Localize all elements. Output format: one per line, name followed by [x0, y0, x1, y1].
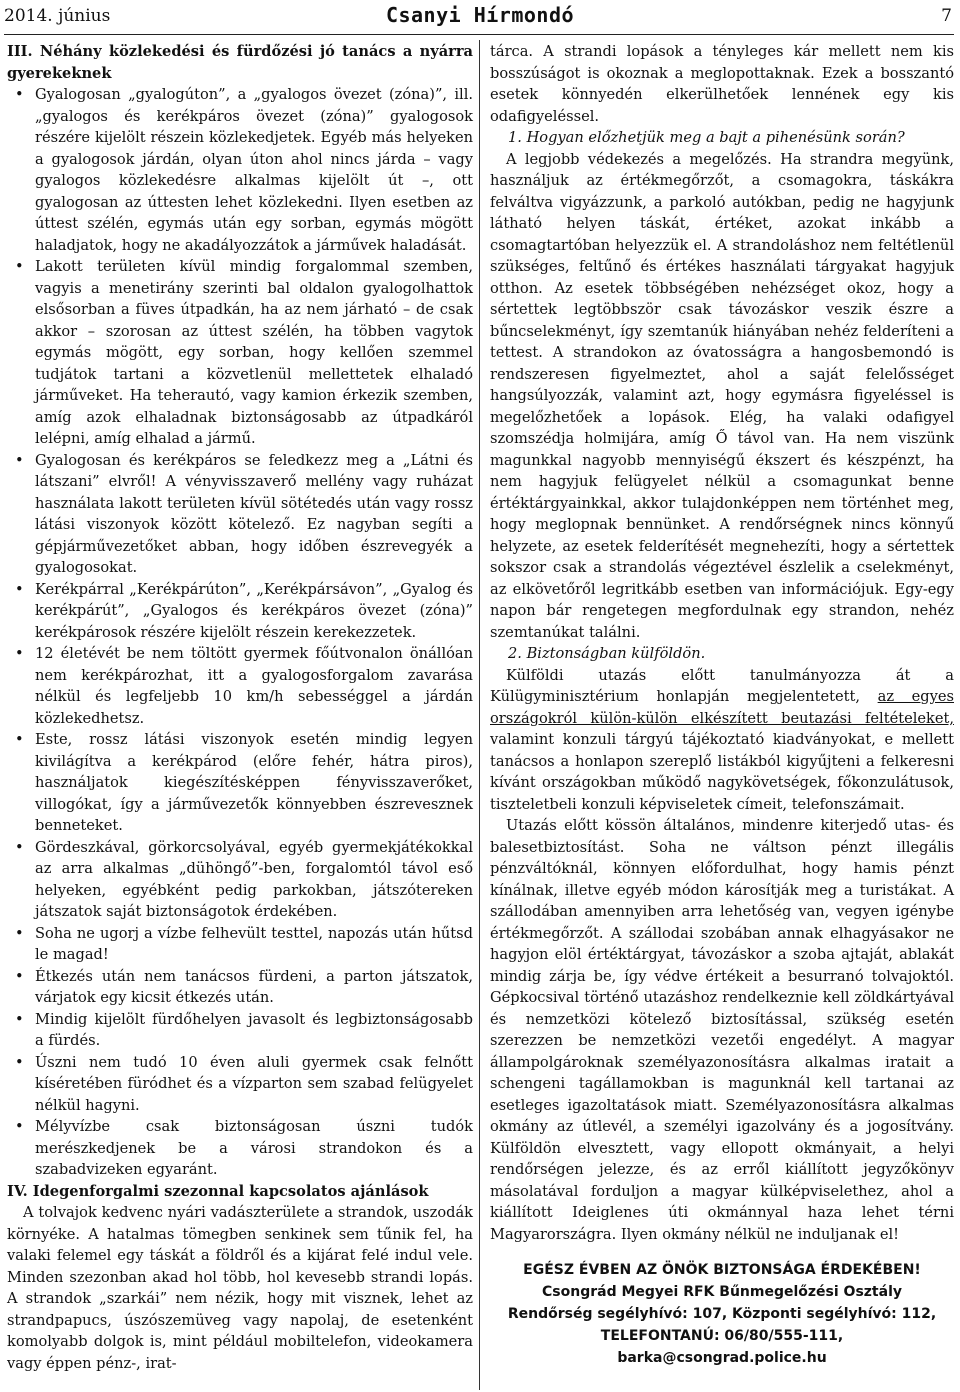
list-item — [7, 84, 473, 256]
list-item-text: Gyalogosan „gyalogúton”, a „gyalogos övezet (zóna)”, ill. „gyalogos és kerékpáros övezet (zóna)” gyalogosok részére kijelölt részein közlekedjetek. Egyéb más helyeken a gyalogosok járdán, olyan úton ahol nincs járda – vagy gyalogos közlekedésre alkalmas kijelölt út –, ott gyalogosan az úttesten lehet közlekedni. Ilyen esetben az úttest szélén, egymás után egy sorban, egymás mögött haladjatok, hogy ne akadályozzátok a járművek haladását. — [35, 86, 473, 254]
section-3-title: III. Néhány közlekedési és fürdőzési jó tanács a nyárra gyerekeknek — [7, 43, 473, 82]
list-item — [7, 1116, 473, 1181]
bullet-icon: • — [15, 924, 24, 942]
subheading-2: 2. Biztonságban külföldön. — [508, 645, 706, 662]
bullet-icon: • — [15, 451, 24, 469]
list-item-text: Este, rossz látási viszonyok esetén mindig legyen kivilágítva a kerékpárod (előre fehér, hátra piros), használjatok kiegészítésképpen fényvisszaverőket, villogókat, így a járművezetők könnyebben észrevesznek benneteket. — [35, 731, 473, 834]
paragraph: Utazás előtt kössön általános, mindenre kiterjedő utas- és balesetbiztosítást. Soha ne váltson pénzt illegális pénzváltóknál, könnyen előfordulhat, hogy hamis pénzt kínálnak, illetve egyéb módon károsítják meg a turistákat. A szállodában amennyiben arra lehetőség van, vegyen igénybe értékmegőrzőt. A szállodai szobában annak elhagyásakor ne hagyjon elöl értéktárgyat, távozáskor a szoba ajtaját, ablakát mindig zárja be, így védve értékeit a besurranó tolvajoktól. Gépkocsival történő utazáshoz rendelkeznie kell zöldkártyával és nemzetközi kötelező biztosítással, szükség esetén szerezzen be nemzetközi vezetői engedélyt. A magyar állampolgároknak személyazonosításra alkalmas iratait a schengeni tagállamokban is magunknál kell tartanai az esetleges igazoltatások miatt. Személyazonosításra alkalmas okmány az útlevél, a személyi igazolvány és a jogosítvány. Külföldön elvesztett, vagy ellopott okmányait, a helyi rendőrségen jelezze, és az erről kiállított jegyzőkönyv másolatával forduljon a magyar külképviselethez, ahol a kiállított Ideiglenes úti okmánnyal haza lehet térni Magyarországra. Ilyen okmány nélkül ne induljanak el! — [490, 817, 954, 1243]
list-item — [7, 450, 473, 579]
paragraph-text: valamint konzuli tárgyú tájékoztató kiadványokat, e mellett tanácsos a honlapon szereplő listákból kigyűjteni a felkeresni kívánt országokban működő nagykövetségek, főkonzulátusok, tiszteletbeli konzuli képviseletek címeit, telefonszámait. — [490, 731, 954, 813]
bullet-icon: • — [15, 1053, 24, 1071]
issue-date: 2014. június — [4, 6, 111, 26]
left-column — [7, 41, 473, 1374]
list-item — [7, 923, 473, 966]
bullet-icon: • — [15, 731, 24, 748]
paragraph — [490, 665, 954, 816]
paragraph: tárca. A strandi lopások a tényleges kár mellett nem kis bosszúságot is okoznak a meglopottaknak. Ezek a bosszantó esetek könnyedén elkerülhetőek lennének egy kis odafigyeléssel. — [490, 43, 954, 125]
header-rule — [4, 34, 954, 35]
bullet-icon: • — [15, 838, 24, 856]
list-item — [7, 579, 473, 644]
bullet-icon: • — [15, 967, 24, 985]
list-item-text: Úszni nem tudó 10 éven aluli gyermek csak felnőtt kíséretében füródhet és a vízparton sem szabad felügyelet nélkül hagyni. — [35, 1053, 473, 1114]
bullet-icon: • — [15, 1118, 24, 1135]
bullet-icon: • — [15, 258, 24, 275]
paragraph: A legjobb védekezés a megelőzés. Ha strandra megyünk, használjuk az értékmegőrzőt, a csomagokra, táskákra felváltva vigyázzunk, a parkoló autókban, pedig ne hagyjunk látható helyen táskát, értéket, azokat inkább a csomagtartóban helyezzük el. A strandoláshoz nem feltétlenül szükséges, feltűnő és értékes használati tárgyakat hagyjuk otthon. Az esetek többségében nehézséget okoz, hogy a sértettek legtöbbször csak távozáskor veszik észre a bűncselekményt, így szemtanúk hiányában nehéz felderíteni a tettest. A strandokon az óvatosságra a hangosbemondó is rendszeresen figyelmeztet, ahol a saját felelősséget hangsúlyozzák, valamint azt, hogy egymásra figyeléssel is megelőzhetőek a lopások. Elég, ha valaki odafigyel szomszédja holmijára, amíg Ő távol van. Ha nem viszünk magunkkal nagyobb mennyiségű ékszert és készpénzt, ha nem hagyjuk felügyelet nélkül a csomagunkat benne értéktárgyainkkal, akkor tulajdonképpen nem történhet meg, hogy meglopnak bennünket. A rendőrségnek nincs könnyű helyzete, az esetek felderítését megnehezíti, hogy a sértettek sokszor csak a strandolás végeztével észlelik a cselekményt, az elkövetőről legritkább esetben van információjuk. Egy-egy napon bár rengetegen megfordulnak egy strandon, nehéz szemtanúkat találni. — [490, 150, 954, 641]
list-item — [7, 256, 473, 450]
list-item — [7, 1052, 473, 1117]
list-item-text: Kerékpárral „Kerékpárúton”, „Kerékpársávon”, „Gyalog és kerékpárút”, „Gyalogos és kerékpáros övezet (zóna)” kerékpárosok részére kijelölt részein kerekezzetek. — [35, 580, 473, 641]
police-contact-block — [490, 1259, 954, 1369]
list-item-text: Mindig kijelölt fürdőhelyen javasolt és legbiztonságosabb a fürdés. — [35, 1010, 473, 1049]
list-item-text: Gördeszkával, görkorcsolyával, egyéb gyermekjátékokkal az arra alkalmas „dühöngő”-ben, forgalomtól távol eső helyeken, egyébként pedig parkokban, játszótereken játszatok saját biztonságotok érdekében. — [35, 838, 473, 920]
list-item-text: Mélyvízbe csak biztonságosan úszni tudók merészkedjenek be a városi strandokon és a szabadvizeken egyaránt. — [35, 1118, 473, 1178]
list-item — [7, 966, 473, 1009]
travel-conditions-link[interactable]: az egyes országokról külön-külön elkészített beutazási feltételeket, — [490, 688, 954, 727]
footer-department: Csongrád Megyei RFK Bűnmegelőzési Osztály — [542, 1284, 902, 1300]
list-item — [7, 837, 473, 923]
list-item-text: Gyalogosan és kerékpáros se feledkezz meg a „Látni és látszani” elvről! A vényvisszaverő mellény vagy ruházat használata lakott területen kívül sötétedés után vagy rossz látási viszonyok között kötelező. Ez nagyban segíti a gépjárművezetőket abban, hogy időben észrevegyék a gyalogosokat. — [35, 451, 473, 576]
footer-slogan: EGÉSZ ÉVBEN AZ ÖNÖK BIZTONSÁGA ÉRDEKÉBEN! — [523, 1262, 921, 1278]
column-divider — [479, 40, 480, 1390]
list-item-text: Lakott területen kívül mindig forgalommal szemben, vagyis a menetirány szerinti bal oldalon gyalogolhattok elsősorban a füves útpadkán, ha az nem járható – de csak akkor – szorosan az úttest szélén, ha többen vagytok egymás mögött, egy sorban, hogy kellően szemmel tudjátok tartani a közvetlenül mellettetek elhaladó járműveket. Ha teherautó, vagy kamion érkezik szemben, amíg azok elhaladnak biztonságosabb az útpadkáról lelépni, amíg elhalad a jármű. — [35, 258, 473, 447]
list-item-text: Étkezés után nem tanácsos fürdeni, a parton játszatok, várjatok egy kicsit étkezés után. — [35, 967, 473, 1006]
list-item — [7, 729, 473, 837]
section-4-paragraph: A tolvajok kedvenc nyári vadászterülete a strandok, uszodák környéke. A hatalmas tömegben senkinek sem tűnik fel, ha valaki felemel egy táskát a földről és a kijárat felé indul vele. Minden szezonban akad hol több, hol kevesebb strandi lopás. A strandok „szarkái” nem nézik, hogy mit visznek, lehet az strandpapucs, úszószemüveg vagy napolaj, de esetenként komolyabb dolgok is, mint például mobiltelefon, videokamera vagy éppen pénz-, irat- — [7, 1204, 473, 1372]
page-number: 7 — [941, 6, 952, 26]
page-header — [0, 0, 960, 34]
list-item-text: 12 életévét be nem töltött gyermek főútvonalon önállóan nem kerékpározhat, itt a gyalogosforgalom zavarása nélkül és legfeljebb 10 km/h sebességgel a járdán közlekedhetsz. — [35, 645, 473, 727]
footer-email[interactable]: barka@csongrad.police.hu — [617, 1350, 827, 1366]
list-item — [7, 643, 473, 729]
footer-phone: TELEFONTANÚ: 06/80/555-111, — [600, 1328, 844, 1344]
bullet-icon: • — [15, 645, 24, 662]
bullet-icon: • — [15, 1010, 24, 1028]
newspaper-title: Csanyi Hírmondó — [385, 3, 575, 27]
list-item — [7, 1009, 473, 1052]
bullet-icon: • — [15, 580, 24, 598]
right-column — [490, 41, 954, 1369]
footer-emergency-numbers: Rendőrség segélyhívó: 107, Központi segélyhívó: 112, — [507, 1306, 937, 1322]
subheading-1: 1. Hogyan előzhetjük meg a bajt a pihenésünk során? — [508, 129, 905, 146]
section-4-title: IV. Idegenforgalmi szezonnal kapcsolatos ajánlások — [7, 1182, 429, 1200]
bullet-icon: • — [15, 86, 24, 103]
paragraph-text: Külföldi utazás előtt tanulmányozza át a Külügyminisztérium honlapján megjelentetett, — [490, 666, 954, 705]
advice-list — [7, 84, 473, 1181]
list-item-text: Soha ne ugorj a vízbe felhevült testtel, napozás után hűtsd le magad! — [35, 924, 473, 963]
